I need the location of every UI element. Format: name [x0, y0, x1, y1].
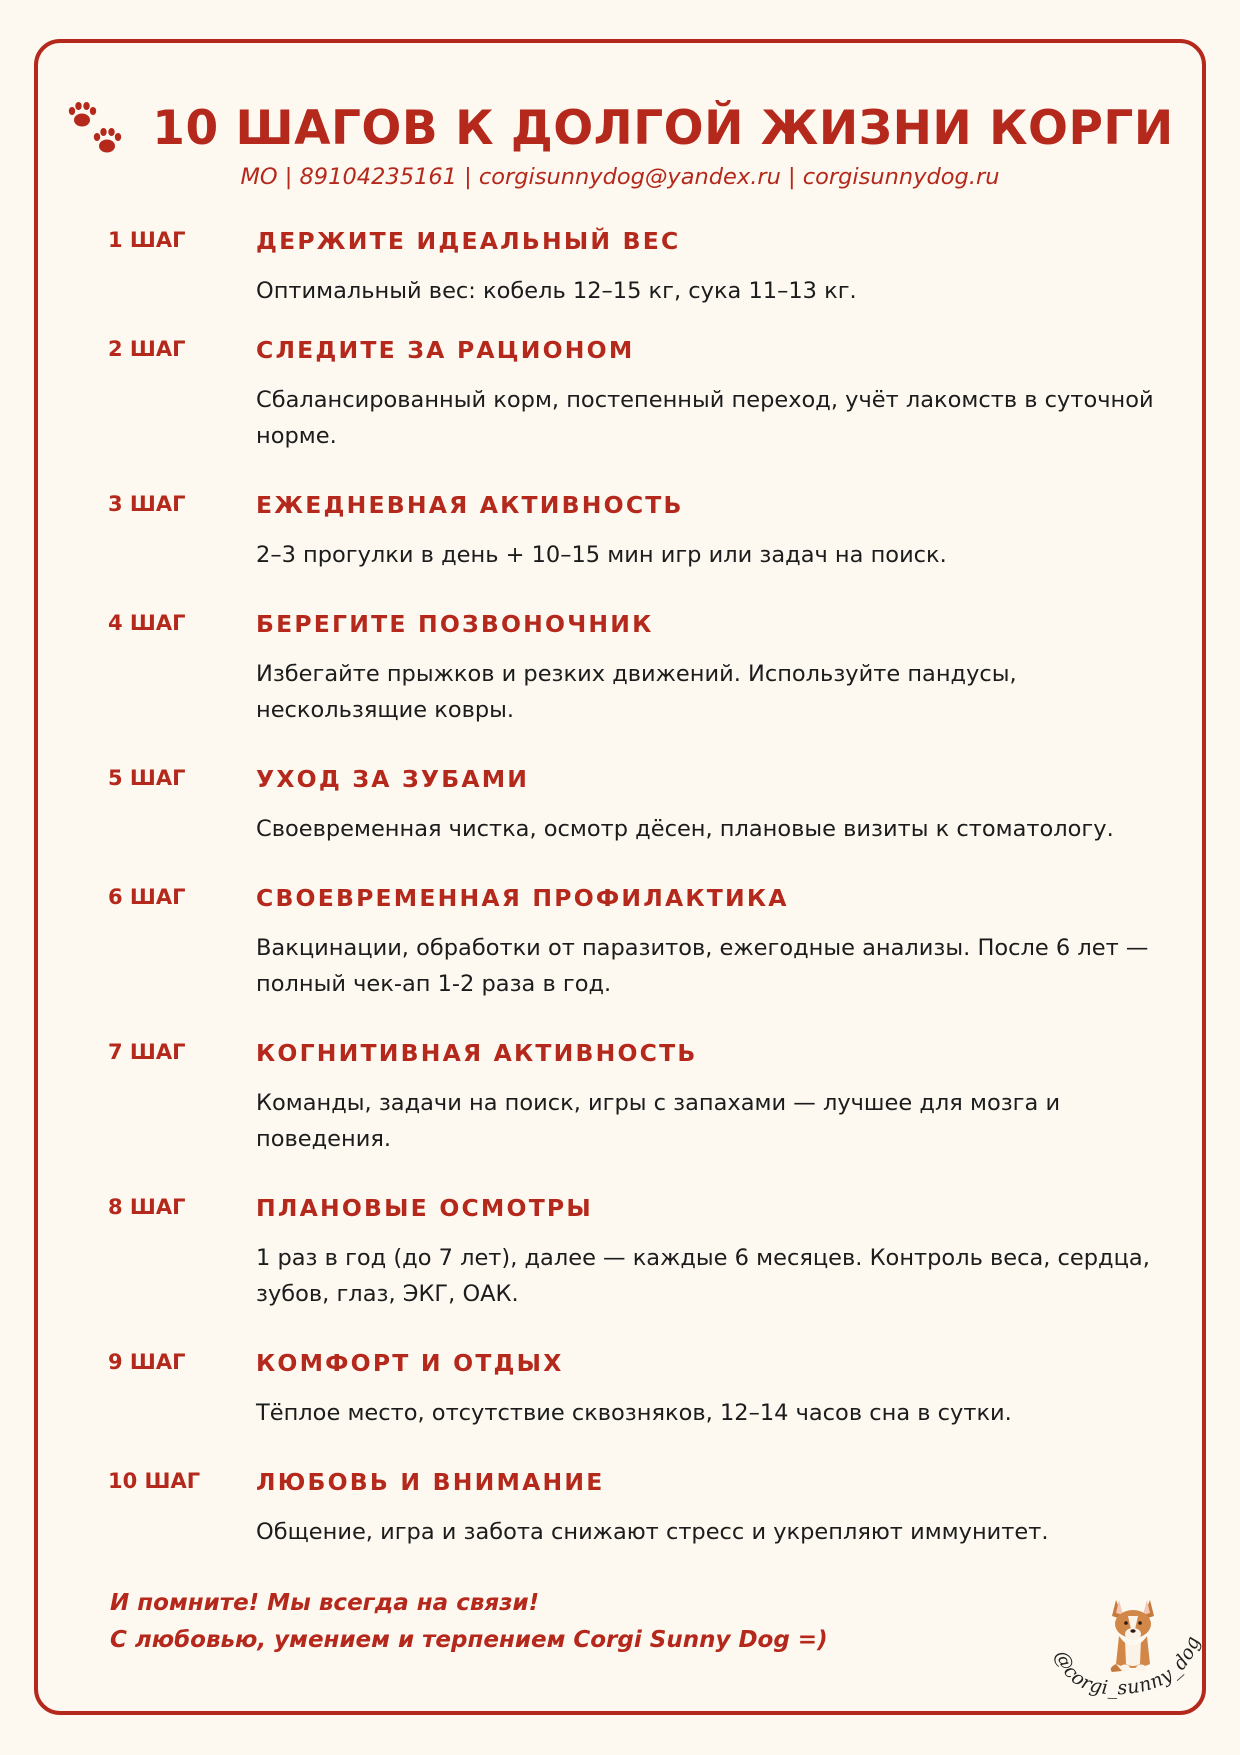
step-heading: КОГНИТИВНАЯ АКТИВНОСТЬ: [256, 1039, 698, 1067]
step-description: Сбалансированный корм, постепенный переход, учёт лакомств в суточной норме.: [256, 387, 1154, 449]
step-description: Своевременная чистка, осмотр дёсен, плановые визиты к стоматологу.: [256, 816, 1114, 842]
paw-prints-icon: [66, 100, 126, 156]
step-heading: СЛЕДИТЕ ЗА РАЦИОНОМ: [256, 336, 635, 364]
step-number: 6 ШАГ: [108, 885, 186, 909]
step-description: Оптимальный вес: кобель 12–15 кг, сука 11–13 кг.: [256, 278, 857, 304]
contact-info: МО | 89104235161 | corgisunnydog@yandex.ru | corgisunnydog.ru: [240, 164, 1000, 190]
step-description: Избегайте прыжков и резких движений. Используйте пандусы, нескользящие ковры.: [256, 661, 1017, 723]
step-description: Тёплое место, отсутствие сквозняков, 12–14 часов сна в сутки.: [256, 1400, 1012, 1426]
closing-line-1: И помните! Мы всегда на связи!: [110, 1590, 540, 1616]
step-heading: БЕРЕГИТЕ ПОЗВОНОЧНИК: [256, 610, 654, 638]
step-description: Команды, задачи на поиск, игры с запахами — лучшее для мозга и поведения.: [256, 1090, 1061, 1152]
step-number: 8 ШАГ: [108, 1195, 186, 1219]
step-heading: КОМФОРТ И ОТДЫХ: [256, 1349, 564, 1377]
step-description: Вакцинации, обработки от паразитов, ежегодные анализы. После 6 лет — полный чек-ап 1-2 раза в год.: [256, 935, 1149, 997]
step-heading: УХОД ЗА ЗУБАМИ: [256, 765, 530, 793]
step-description: 1 раз в год (до 7 лет), далее — каждые 6 месяцев. Контроль веса, сердца, зубов, глаз, ЭКГ, ОАК.: [256, 1245, 1150, 1307]
title-row: [0, 100, 1240, 156]
step-heading: ДЕРЖИТЕ ИДЕАЛЬНЫЙ ВЕС: [256, 227, 681, 255]
step-number: 1 ШАГ: [108, 228, 186, 252]
step-number: 10 ШАГ: [108, 1469, 201, 1493]
step-description: 2–3 прогулки в день + 10–15 мин игр или задач на поиск.: [256, 542, 947, 568]
page-title: 10 ШАГОВ К ДОЛГОЙ ЖИЗНИ КОРГИ: [152, 100, 1174, 156]
step-number: 5 ШАГ: [108, 766, 186, 790]
step-description: Общение, игра и забота снижают стресс и укрепляют иммунитет.: [256, 1519, 1049, 1545]
page-header: [0, 100, 1240, 190]
step-heading: ЛЮБОВЬ И ВНИМАНИЕ: [256, 1468, 605, 1496]
corgi-logo: [1032, 1586, 1212, 1704]
step-number: 9 ШАГ: [108, 1350, 186, 1374]
logo-text: @corgi_sunny_dog: [1050, 1633, 1205, 1700]
step-heading: ПЛАНОВЫЕ ОСМОТРЫ: [256, 1194, 593, 1222]
step-heading: СВОЕВРЕМЕННАЯ ПРОФИЛАКТИКА: [256, 884, 789, 912]
step-number: 3 ШАГ: [108, 492, 186, 516]
corgi-illustration-icon: [1111, 1600, 1154, 1672]
step-number: 7 ШАГ: [108, 1040, 186, 1064]
step-number: 2 ШАГ: [108, 337, 186, 361]
step-heading: ЕЖЕДНЕВНАЯ АКТИВНОСТЬ: [256, 491, 684, 519]
closing-note: [110, 1585, 828, 1659]
step-number: 4 ШАГ: [108, 611, 186, 635]
closing-line-2: С любовью, умением и терпением Corgi Sunny Dog =): [110, 1627, 828, 1653]
